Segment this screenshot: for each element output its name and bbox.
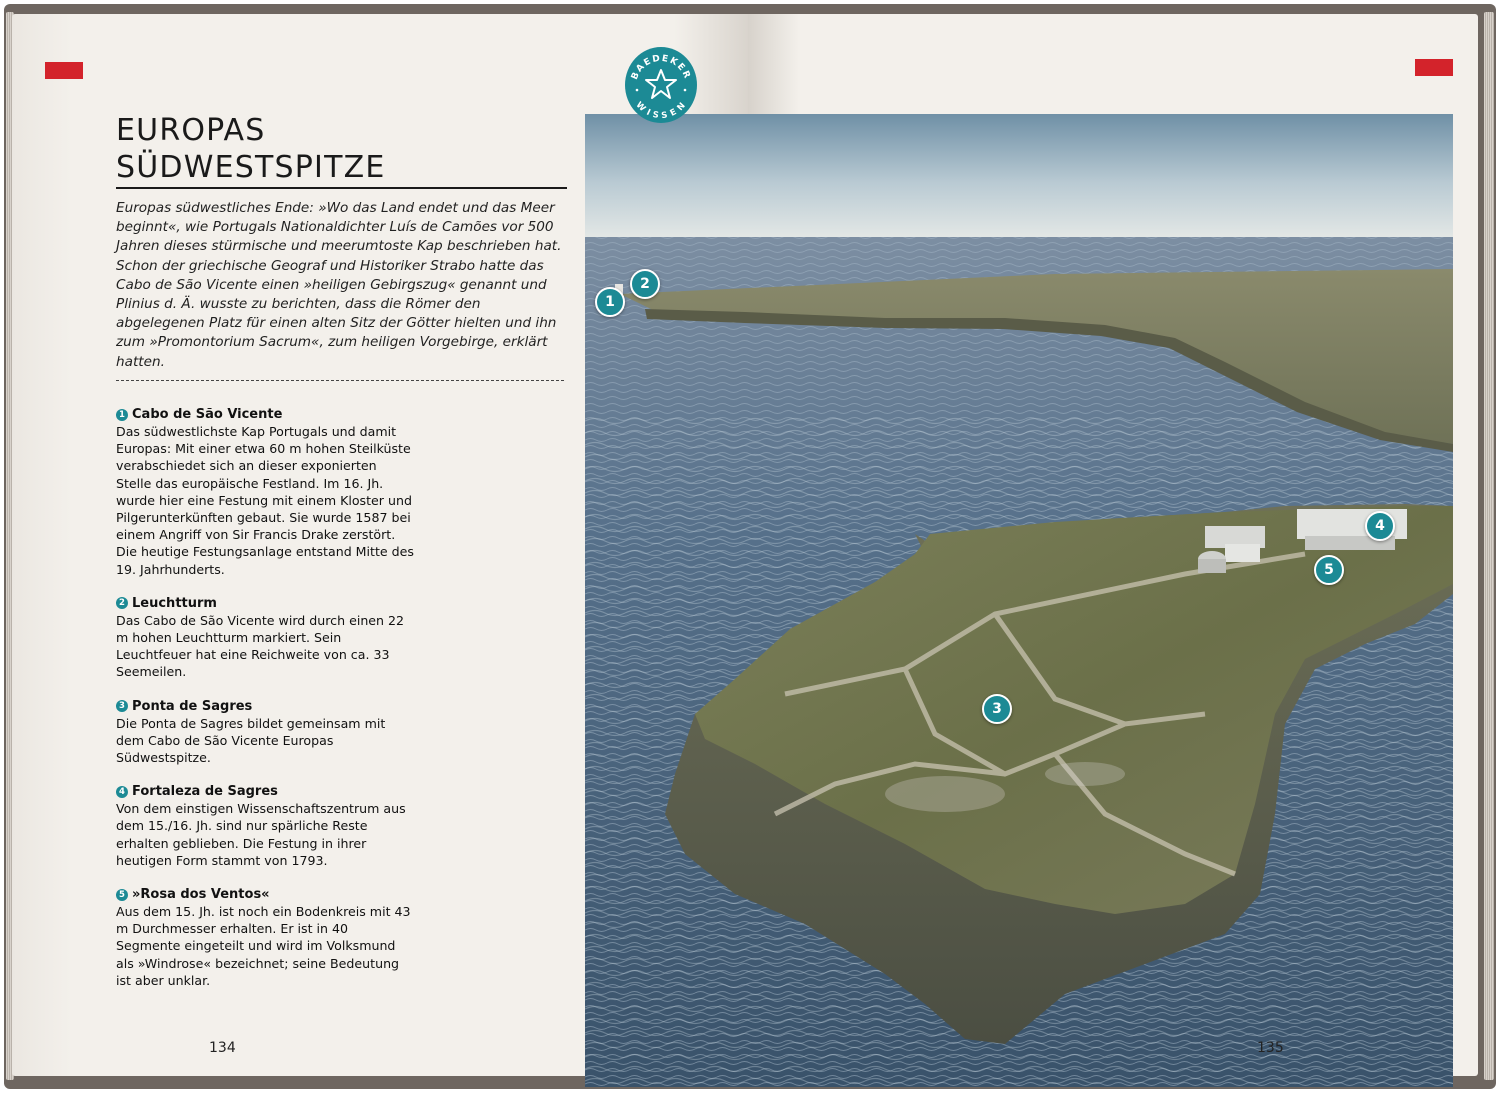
legend-item-title: Fortaleza de Sagres xyxy=(132,784,278,800)
legend-item-heading xyxy=(116,406,416,423)
legend-item xyxy=(116,698,416,767)
page-number-left: 134 xyxy=(209,1040,236,1056)
legend-item xyxy=(116,783,416,869)
chapter-tab-right xyxy=(1415,59,1453,76)
legend-item-heading xyxy=(116,698,416,715)
seal-top-text: BAEDEKER xyxy=(629,53,693,82)
legend-item-title: Ponta de Sagres xyxy=(132,698,253,714)
intro-text: Europas südwestliches Ende: »Wo das Land endet und das Meer beginnt«, wie Portugals Nationaldichter Luís de Camões vor 500 Jahren dieses stürmische und meerumtoste Kap beschrieben hat. Schon der griechische Geograf und Historiker Strabo hatte das Cabo de São Vicente einen »heiligen Gebirgszug« genannt und Plinius d. Ä. wusste zu berichten, dass die Römer den abgelegenen Platz für einen alten Sitz der Götter hielten und ihn zum »Promontorium Sacrum«, zum heiligen Vorgebirge, erklärt hatten. xyxy=(116,200,562,370)
map-marker-3: 3 xyxy=(982,694,1012,724)
number-badge: 4 xyxy=(116,786,128,798)
dashed-divider xyxy=(116,380,564,381)
legend-item-title: Leuchtturm xyxy=(132,595,217,611)
legend-item-title: »Rosa dos Ventos« xyxy=(132,887,270,903)
chapter-tab-left xyxy=(45,62,83,79)
aerial-illustration xyxy=(585,114,1453,1087)
legend-list xyxy=(116,406,416,1006)
page-edges-right xyxy=(1484,12,1494,1080)
legend-item xyxy=(116,406,416,578)
title-line-2: SÜDWESTSPITZE xyxy=(116,150,386,185)
legend-item xyxy=(116,886,416,989)
legend-item-title: Cabo de São Vicente xyxy=(132,407,283,422)
aerial-landscape-image xyxy=(585,114,1453,1087)
legend-item-text: Die Ponta de Sagres bildet gemeinsam mit dem Cabo de São Vicente Europas Südwestspitze. xyxy=(116,715,386,766)
number-badge: 1 xyxy=(116,409,128,421)
legend-item-text: Aus dem 15. Jh. ist noch ein Bodenkreis mit 43 m Durchmesser erhalten. Er ist in 40 Segmente eingeteilt und wird im Volksmund als »Windrose« bezeichnet; seine Bedeutung ist aber unklar. xyxy=(116,904,411,988)
page-title xyxy=(116,112,566,186)
title-underline xyxy=(116,187,567,189)
legend-item-text: Von dem einstigen Wissenschaftszentrum aus dem 15./16. Jh. sind nur spärliche Reste erhalten geblieben. Die Festung in ihrer heutigen Form stammt von 1793. xyxy=(116,801,406,868)
map-marker-1: 1 xyxy=(595,287,625,317)
title-line-1: EUROPAS xyxy=(116,113,266,148)
seal-badge xyxy=(624,46,698,124)
map-marker-5: 5 xyxy=(1314,555,1344,585)
map-marker-4: 4 xyxy=(1365,511,1395,541)
legend-item-text: Das südwestlichste Kap Portugals und damit Europas: Mit einer etwa 60 m hohen Steilküste verabschiedet sich an dieser exponierten Stelle das europäische Festland. Im 16. Jh. wurde hier eine Festung mit einem Kloster und Pilgerunterkünften gebaut. Sie wurde 1587 bei einem Angriff von Sir Francis Drake zerstört. Die heutige Festungsanlage entstand Mitte des 19. Jahrhunderts. xyxy=(116,424,414,577)
number-badge: 5 xyxy=(116,889,128,901)
page-number-right: 135 xyxy=(1257,1040,1284,1056)
legend-item xyxy=(116,595,416,681)
legend-item-heading xyxy=(116,595,416,612)
map-marker-2: 2 xyxy=(630,269,660,299)
baedeker-wissen-seal xyxy=(624,46,698,124)
seal-bottom-text: WISSEN xyxy=(633,99,689,122)
number-badge: 2 xyxy=(116,597,128,609)
number-badge: 3 xyxy=(116,700,128,712)
legend-item-text: Das Cabo de São Vicente wird durch einen 22 m hohen Leuchtturm markiert. Sein Leuchtfeuer hat eine Reichweite von ca. 33 Seemeilen. xyxy=(116,612,405,680)
legend-item-heading xyxy=(116,886,416,903)
legend-item-heading xyxy=(116,783,416,800)
